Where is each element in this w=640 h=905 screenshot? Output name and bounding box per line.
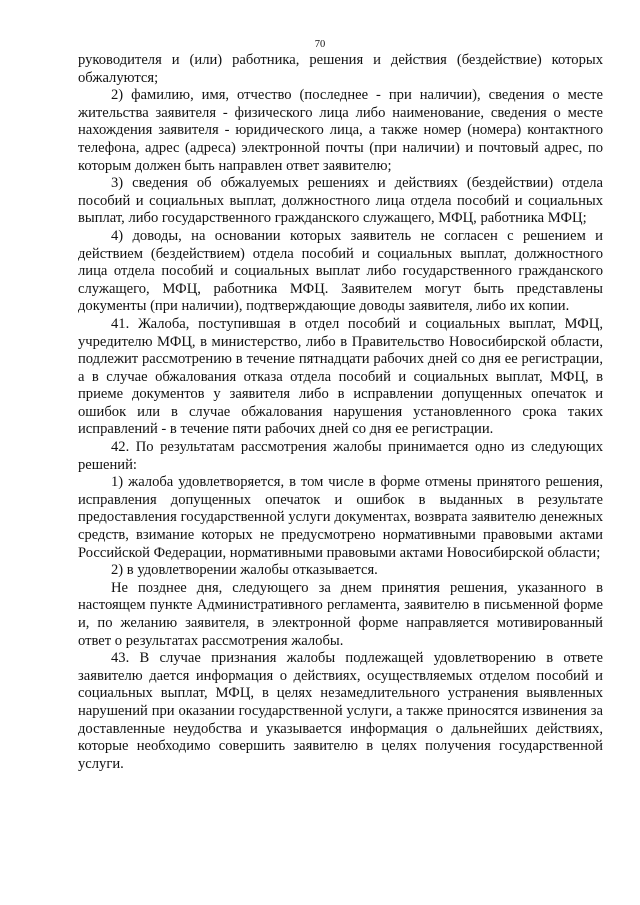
- document-body: [78, 52, 603, 773]
- paragraph-response-deadline: Не позднее дня, следующего за днем принятия решения, указанного в настоящем пункте Административного регламента, заявителю в письменной форме и, по желанию заявителя, в электронной форме направляется мотивированный ответ о результатах рассмотрения жалобы.: [78, 579, 603, 649]
- paragraph-item-3: 3) сведения об обжалуемых решениях и действиях (бездействии) отдела пособий и социальных выплат, должностного лица отдела пособий и социальных выплат, либо государственного гражданского служащего, МФЦ, работника МФЦ;: [78, 175, 603, 227]
- paragraph-clause-43: 43. В случае признания жалобы подлежащей удовлетворению в ответе заявителю дается информация о действиях, осуществляемых отделом пособий и социальных выплат, МФЦ, в целях незамедлительного устранения выявленных нарушений при оказании государственной услуги, а также приносятся извинения за доставленные неудобства и указывается информация о дальнейших действиях, которые необходимо совершить заявителю в целях получения государственной услуги.: [78, 650, 603, 772]
- paragraph-clause-41: 41. Жалоба, поступившая в отдел пособий и социальных выплат, МФЦ, учредителю МФЦ, в министерство, либо в Правительство Новосибирской области, подлежит рассмотрению в течение пятнадцати рабочих дней со дня ее регистрации, а в случае обжалования отказа отдела пособий и социальных выплат, МФЦ, в приеме документов у заявителя либо в исправлении допущенных опечаток и ошибок или в случае обжалования нарушения установленного срока таких исправлений - в течение пяти рабочих дней со дня ее регистрации.: [78, 315, 603, 438]
- paragraph-item-2: 2) фамилию, имя, отчество (последнее - при наличии), сведения о месте жительства заявителя - физического лица либо наименование, сведения о месте нахождения заявителя - юридического лица, а также номер (номера) контактного телефона, адрес (адреса) электронной почты (при наличии) и почтовый адрес, по которым должен быть направлен ответ заявителю;: [78, 87, 603, 174]
- paragraph-decision-1: 1) жалоба удовлетворяется, в том числе в форме отмены принятого решения, исправления допущенных опечаток и ошибок в выданных в результате предоставления государственной услуги документах, возврата заявителю денежных средств, взимание которых не предусмотрено нормативными правовыми актами Российской Федерации, нормативными правовыми актами Новосибирской области;: [78, 474, 603, 561]
- page-number: 70: [314, 39, 326, 50]
- paragraph-item-4: 4) доводы, на основании которых заявитель не согласен с решением и действием (бездействием) отдела пособий и социальных выплат, должностного лица отдела пособий и социальных выплат либо государственного гражданского служащего, МФЦ, работника МФЦ. Заявителем могут быть представлены документы (при наличии), подтверждающие доводы заявителя, либо их копии.: [78, 227, 603, 315]
- paragraph-clause-42: 42. По результатам рассмотрения жалобы принимается одно из следующих решений:: [78, 439, 603, 473]
- paragraph-decision-2: 2) в удовлетворении жалобы отказывается.: [111, 562, 378, 579]
- paragraph-continuation: руководителя и (или) работника, решения и действия (бездействие) которых обжалуются;: [78, 52, 603, 86]
